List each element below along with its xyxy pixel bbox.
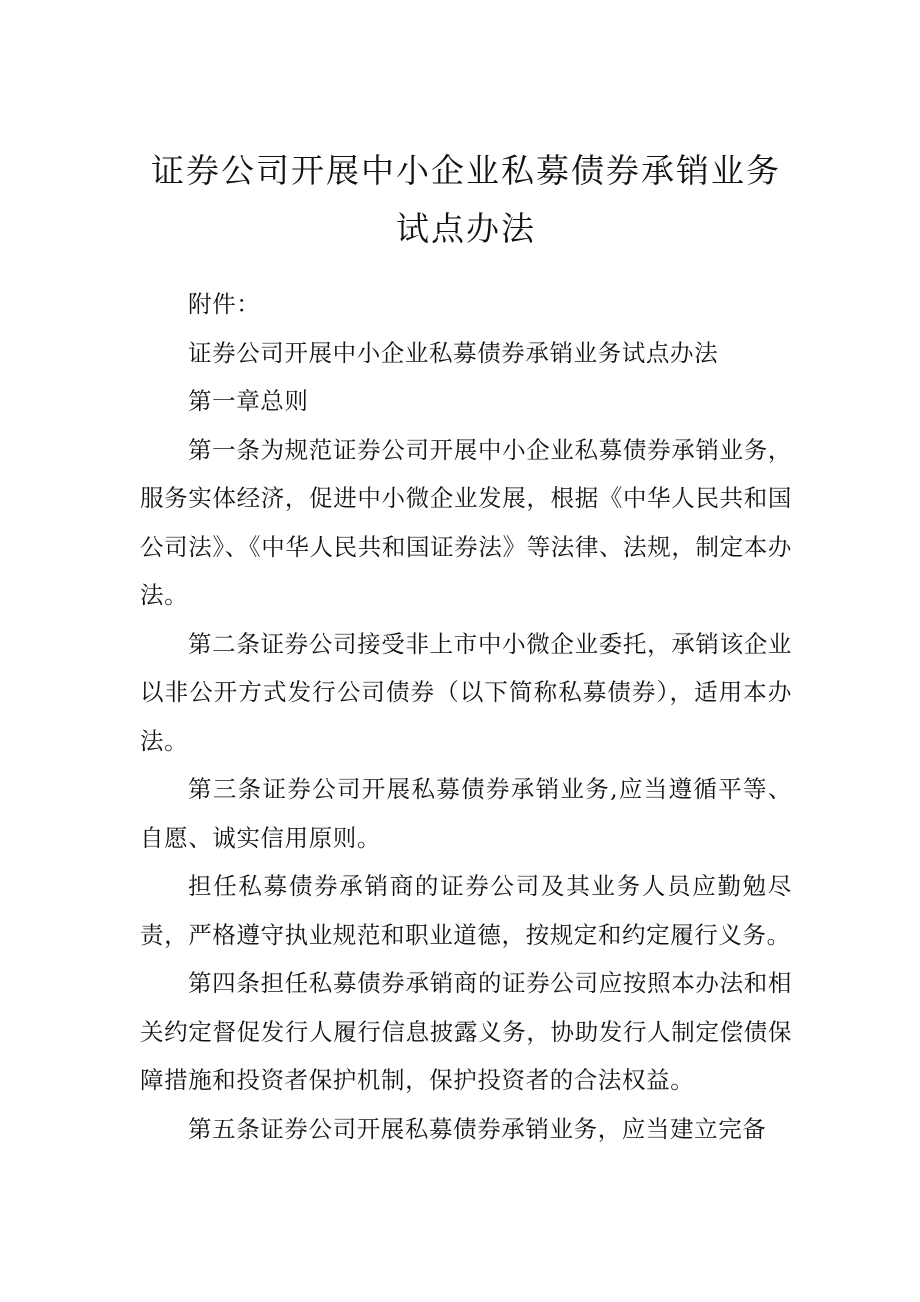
title-line-1: 证券公司开展中小企业私募债券承销业务: [151, 151, 781, 190]
document-title: [130, 142, 802, 258]
title-line-2: 试点办法: [396, 209, 536, 248]
document-body: [140, 280, 792, 1153]
chapter-heading: 第一章总则: [188, 387, 309, 415]
article-1: 第一条为规范证券公司开展中小企业私募债券承销业务，服务实体经济，促进中小微企业发展，根据《中华人民共和国公司法》、《中华人民共和国证券法》等法律、法规，制定本办法。: [140, 435, 792, 609]
attachment-title: 证券公司开展中小企业私募债券承销业务试点办法: [188, 338, 719, 367]
article-4: 第四条担任私募债券承销商的证券公司应按照本办法和相关约定督促发行人履行信息披露义务，协助发行人制定偿债保障措施和投资者保护机制，保护投资者的合法权益。: [140, 969, 792, 1094]
article-2: 第二条证券公司接受非上市中小微企业委托，承销该企业以非公开方式发行公司债券（以下简称私募债券），适用本办法。: [140, 629, 792, 755]
article-3: 第三条证券公司开展私募债券承销业务,应当遵循平等、自愿、诚实信用原则。: [140, 775, 792, 852]
article-5: 第五条证券公司开展私募债券承销业务，应当建立完备: [188, 1114, 767, 1143]
article-3-clause-2: 担任私募债券承销商的证券公司及其业务人员应勤勉尽责，严格遵守执业规范和职业道德，按规定和约定履行义务。: [140, 872, 792, 949]
attachment-label: 附件：: [188, 290, 261, 318]
